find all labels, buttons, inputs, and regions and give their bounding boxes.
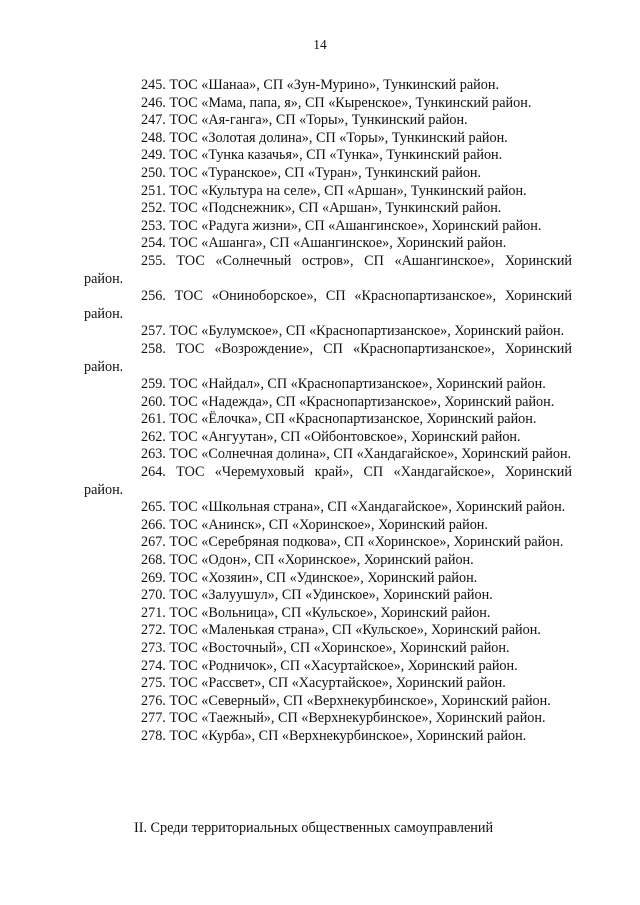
list-item: 267. ТОС «Серебряная подкова», СП «Хоринское», Хоринский район. [141, 534, 564, 551]
list-item: 247. ТОС «Ая-ганга», СП «Торы», Тункинский район. [141, 112, 468, 129]
list-item: 266. ТОС «Анинск», СП «Хоринское», Хоринский район. [141, 516, 488, 533]
list-item: 275. ТОС «Рассвет», СП «Хасуртайское», Хоринский район. [141, 675, 506, 692]
list-item: 245. ТОС «Шанаа», СП «Зун-Мурино», Тункинский район. [141, 77, 500, 93]
list-item: 263. ТОС «Солнечная долина», СП «Хандагайское», Хоринский район. [141, 446, 572, 463]
page-number: 14 [313, 37, 327, 52]
section-heading: II. Среди территориальных общественных самоуправлений [134, 820, 494, 836]
list-item: 255. ТОС «Солнечный остров», СП «Ашангинское», Хоринский район. [84, 252, 572, 287]
list-item: 274. ТОС «Родничок», СП «Хасуртайское», Хоринский район. [141, 657, 518, 674]
list-item: 265. ТОС «Школьная страна», СП «Хандагайское», Хоринский район. [141, 499, 566, 516]
list-item: 264. ТОС «Черемуховый край», СП «Хандагайское», Хоринский район. [84, 464, 572, 498]
list-item: 246. ТОС «Мама, папа, я», СП «Кыренское», Тункинский район. [141, 94, 532, 111]
list-item: 261. ТОС «Ёлочка», СП «Краснопартизанское, Хоринский район. [141, 411, 537, 428]
list-item: 278. ТОС «Курба», СП «Верхнекурбинское», Хоринский район. [141, 727, 527, 744]
list-item: 257. ТОС «Булумское», СП «Краснопартизанское», Хоринский район. [141, 323, 565, 340]
list-item: 271. ТОС «Вольница», СП «Кульское», Хоринский район. [141, 604, 491, 621]
list-item: 273. ТОС «Восточный», СП «Хоринское», Хоринский район. [141, 640, 510, 656]
list-item: 258. ТОС «Возрождение», СП «Краснопартизанское», Хоринский район. [84, 340, 572, 375]
list-item: 270. ТОС «Залуушул», СП «Удинское», Хоринский район. [141, 587, 493, 604]
list-item: 272. ТОС «Маленькая страна», СП «Кульское», Хоринский район. [141, 622, 541, 639]
list-item: 259. ТОС «Найдал», СП «Краснопартизанское», Хоринский район. [141, 376, 546, 393]
list-item: 249. ТОС «Тунка казачья», СП «Тунка», Тункинский район. [141, 147, 503, 164]
list-item: 262. ТОС «Ангуутан», СП «Ойбонтовское», Хоринский район. [141, 428, 521, 445]
list-item: 277. ТОС «Таежный», СП «Верхнекурбинское», Хоринский район. [141, 710, 546, 727]
list-item: 260. ТОС «Надежда», СП «Краснопартизанское», Хоринский район. [141, 393, 555, 410]
list-item: 251. ТОС «Культура на селе», СП «Аршан», Тункинский район. [141, 182, 527, 199]
list-item: 254. ТОС «Ашанга», СП «Ашангинское», Хоринский район. [141, 235, 507, 252]
list-item: 252. ТОС «Подснежник», СП «Аршан», Тункинский район. [141, 200, 502, 217]
list-item: 269. ТОС «Хозяин», СП «Удинское», Хоринский район. [141, 569, 478, 586]
list-item: 248. ТОС «Золотая долина», СП «Торы», Тункинский район. [141, 129, 508, 146]
list-item: 276. ТОС «Северный», СП «Верхнекурбинское», Хоринский район. [141, 692, 551, 709]
list-item: 253. ТОС «Радуга жизни», СП «Ашангинское», Хоринский район. [141, 217, 542, 234]
tos-list [84, 77, 572, 746]
list-item: 268. ТОС «Одон», СП «Хоринское», Хоринский район. [141, 552, 474, 569]
list-item: 250. ТОС «Туранское», СП «Туран», Тункинский район. [141, 164, 482, 181]
list-item: 256. ТОС «Ониноборское», СП «Краснопартизанское», Хоринский район. [84, 288, 572, 322]
